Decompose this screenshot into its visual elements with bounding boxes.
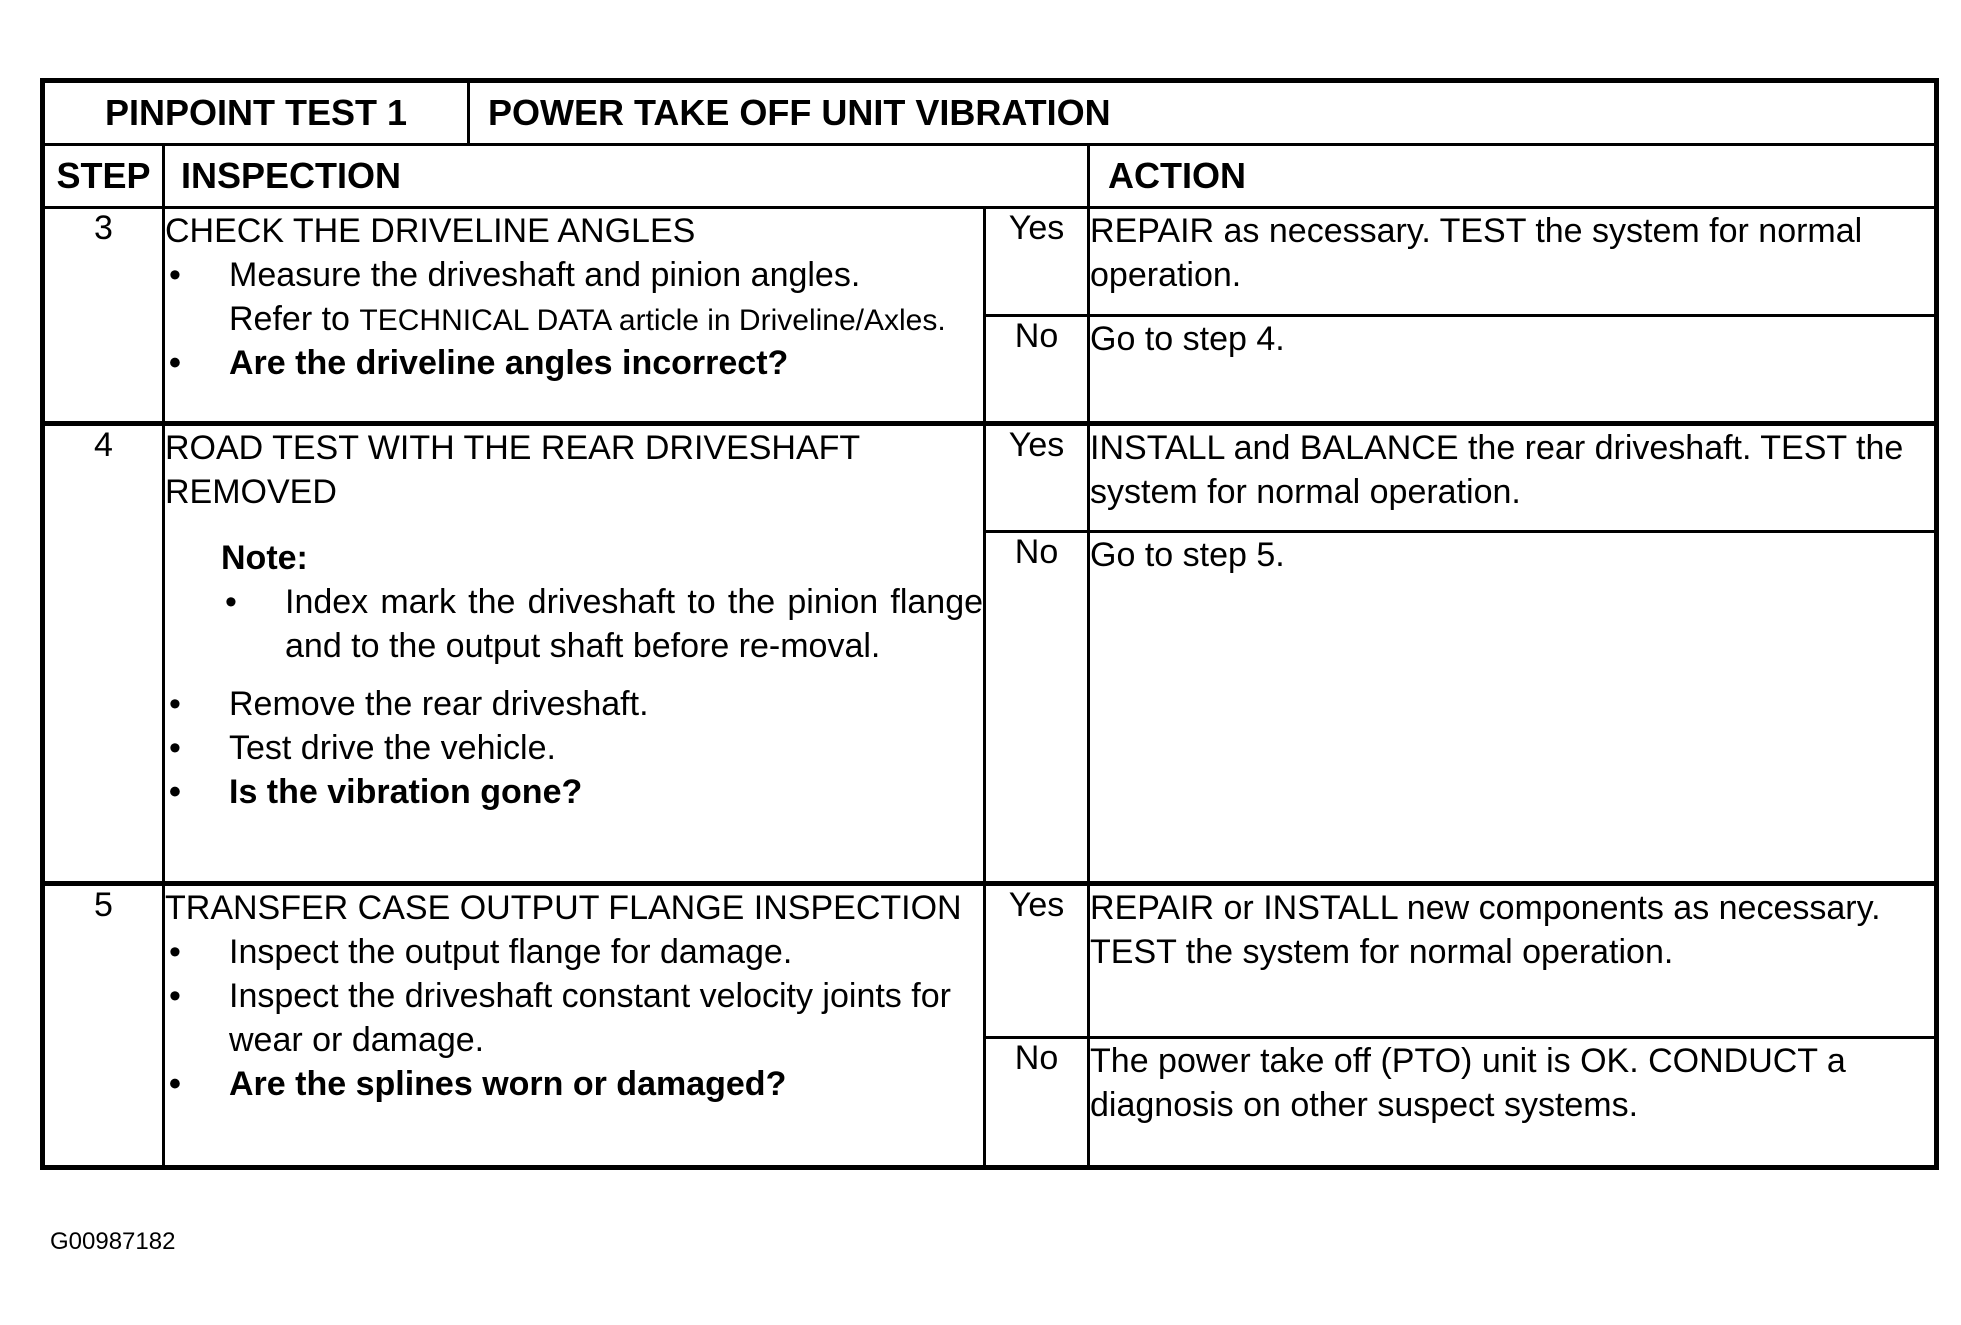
step-number: 4 [43,424,164,884]
step-inspection [164,424,985,884]
column-header-action: ACTION [1089,145,1937,208]
bullet-text: Test drive the vehicle. [229,729,556,767]
question-text: Are the driveline angles incorrect? [229,344,789,382]
yes-action: INSTALL and BALANCE the rear driveshaft. TEST the system for normal operation. [1089,424,1937,532]
bullet-text: Inspect the driveshaft constant velocity joints for wear or damage. [229,977,951,1059]
note-text: Index mark the driveshaft to the pinion flange and to the output shaft before re-moval. [285,583,984,665]
step-inspection [164,208,985,424]
bullet-text: Inspect the output flange for damage. [229,933,793,971]
test-id: PINPOINT TEST 1 [43,81,469,145]
yes-label: Yes [985,208,1089,316]
pinpoint-test-table [40,78,1939,1170]
no-action: Go to step 4. [1089,316,1937,424]
list-item [165,1062,983,1106]
question-text: Is the vibration gone? [229,773,583,811]
yes-label: Yes [985,424,1089,532]
no-label: No [985,316,1089,424]
test-title: POWER TAKE OFF UNIT VIBRATION [469,81,1937,145]
reference-text: TECHNICAL DATA article in Driveline/Axles. [359,304,946,337]
no-label: No [985,532,1089,884]
note-title: Note: [221,539,308,577]
step-number: 5 [43,884,164,1168]
step-title: TRANSFER CASE OUTPUT FLANGE INSPECTION [165,889,962,927]
no-label: No [985,1038,1089,1168]
list-item [165,974,983,1062]
step-title: CHECK THE DRIVELINE ANGLES [165,212,696,250]
note-block [221,536,983,668]
step-number: 3 [43,208,164,424]
no-action: The power take off (PTO) unit is OK. CONDUCT a diagnosis on other suspect systems. [1089,1038,1937,1168]
no-action: Go to step 5. [1089,532,1937,884]
yes-action: REPAIR as necessary. TEST the system for normal operation. [1089,208,1937,316]
column-header-inspection: INSPECTION [164,145,1089,208]
list-item [165,341,983,385]
list-item [221,580,983,668]
list-item [165,682,983,726]
list-item [165,726,983,770]
list-item [165,930,983,974]
bullet-text: Remove the rear driveshaft. [229,685,649,723]
step-inspection [164,884,985,1168]
figure-id: G00987182 [50,1228,176,1255]
step-title: ROAD TEST WITH THE REAR DRIVESHAFT REMOVED [165,429,860,511]
bullet-text: Measure the driveshaft and pinion angles. [229,256,861,294]
yes-label: Yes [985,884,1089,1038]
question-text: Are the splines worn or damaged? [229,1065,787,1103]
yes-action: REPAIR or INSTALL new components as necessary. TEST the system for normal operation. [1089,884,1937,1038]
list-item [165,770,983,814]
column-header-step: STEP [43,145,164,208]
list-item [165,253,983,341]
reference-prefix: Refer to [229,300,350,338]
